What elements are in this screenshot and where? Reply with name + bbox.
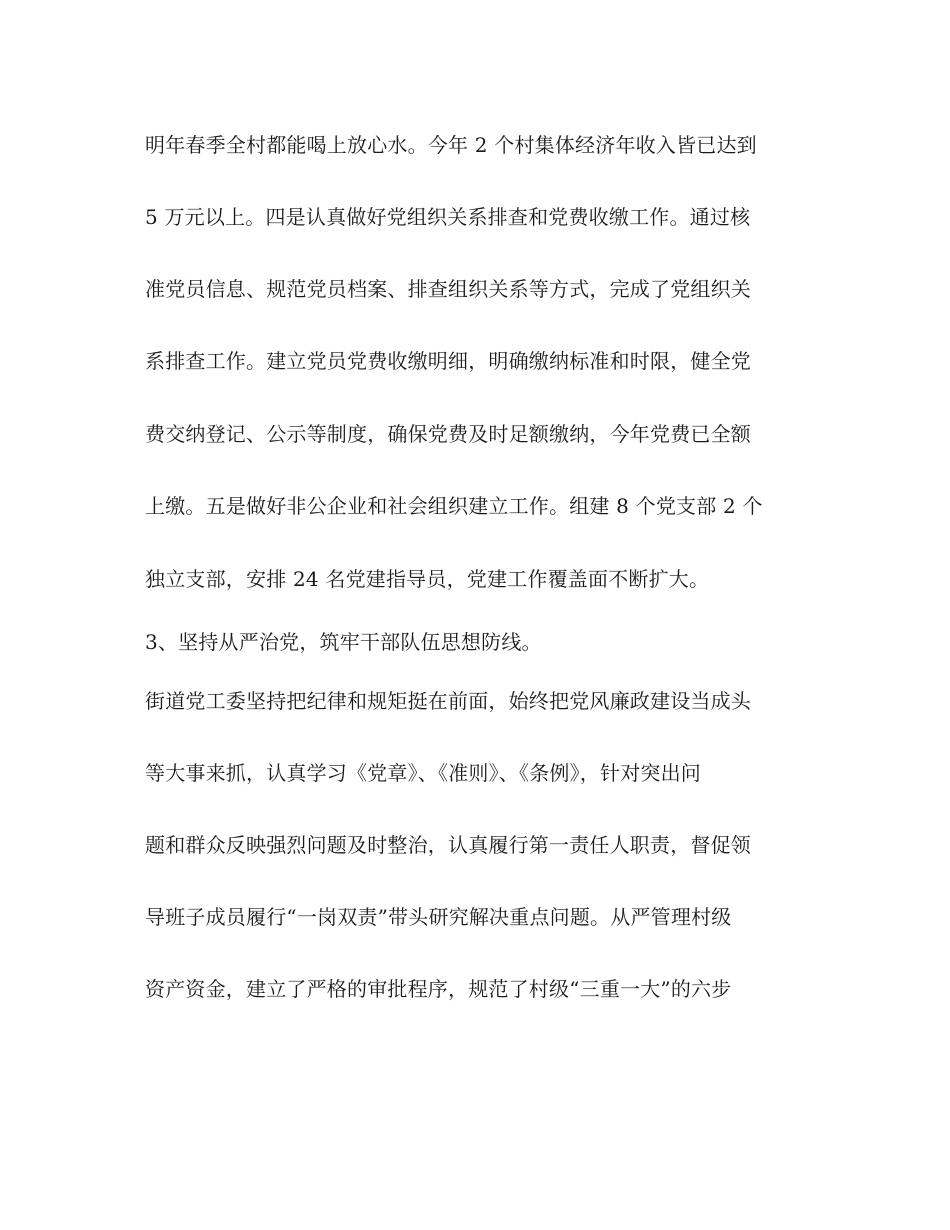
paragraph-line: 题和群众反映强烈问题及时整治，认真履行第一责任人职责，督促领 — [145, 833, 751, 857]
paragraph-line: 街道党工委坚持把纪律和规矩挺在前面，始终把党风廉政建设当成头 — [145, 689, 751, 713]
section-heading: 3、坚持从严治党，筑牢干部队伍思想防线。 — [145, 630, 542, 654]
paragraph-line: 明年春季全村都能喝上放心水。今年 2 个村集体经济年收入皆已达到 — [145, 133, 757, 157]
paragraph-line: 费交纳登记、公示等制度，确保党费及时足额缴纳，今年党费已全额 — [145, 422, 751, 446]
paragraph-line: 系排查工作。建立党员党费收缴明细，明确缴纳标准和时限，健全党 — [145, 349, 751, 373]
paragraph-line: 等大事来抓，认真学习《党章》、《准则》、《条例》，针对突出问 — [145, 761, 701, 785]
paragraph-line: 准党员信息、规范党员档案、排查组织关系等方式，完成了党组织关 — [145, 277, 751, 301]
paragraph-line: 资产资金，建立了严格的审批程序，规范了村级“三重一大”的六步 — [145, 977, 732, 1001]
paragraph-line: 上缴。五是做好非公企业和社会组织建立工作。组建 8 个党支部 2 个 — [145, 494, 763, 518]
paragraph-line: 5 万元以上。四是认真做好党组织关系排查和党费收缴工作。通过核 — [145, 205, 751, 229]
paragraph-line: 独立支部，安排 24 名党建指导员，党建工作覆盖面不断扩大。 — [145, 567, 710, 591]
paragraph-line: 导班子成员履行“一岗双责”带头研究解决重点问题。从严管理村级 — [145, 905, 732, 929]
